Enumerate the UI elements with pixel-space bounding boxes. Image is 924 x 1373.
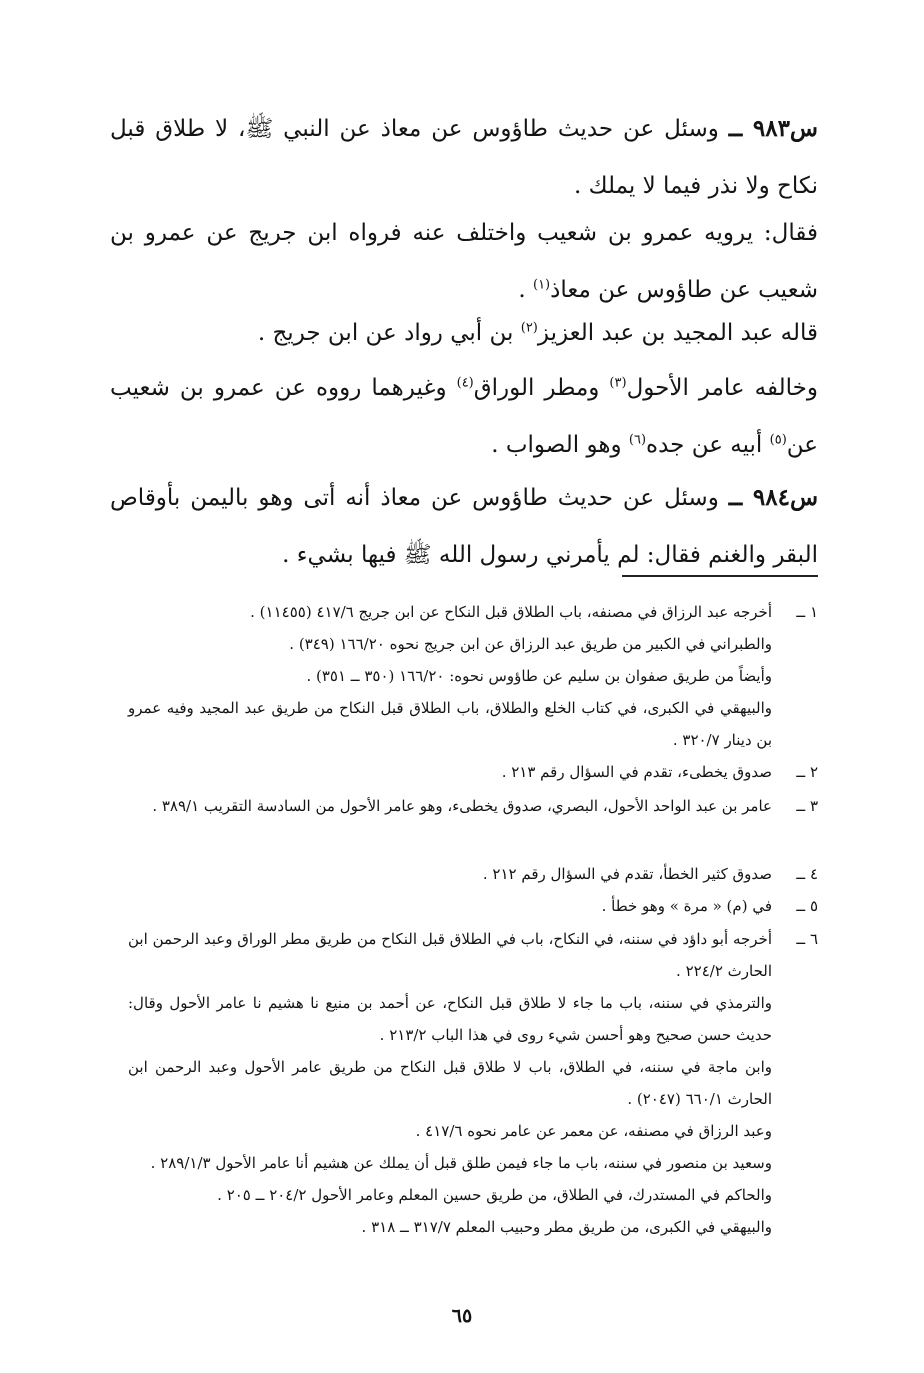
footnote-ref: (٥)	[769, 432, 787, 448]
footnote-2	[128, 756, 818, 788]
narrator-text-b: بن أبي رواد عن ابن جريج .	[257, 320, 521, 346]
text-c: وغيرهما رووه عن عمرو بن شعيب عن	[110, 375, 818, 458]
footnote-line: وابن ماجة في سننه، في الطلاق، باب لا طلاق قبل النكاح من طريق عامر الأحول وعبد الرحمن ابن الحارث ٦٦٠/١ (٢٠٤٧) .	[128, 1058, 772, 1108]
footnote-ref: (٣)	[609, 375, 627, 391]
narrator-paragraph	[110, 305, 818, 362]
footnote-4	[128, 858, 818, 890]
footnote-line: صدوق كثير الخطأ، تقدم في السؤال رقم ٢١٢ .	[482, 865, 772, 883]
footnote-line: وأيضاً من طريق صفوان بن سليم عن طاؤوس نحوه: ١٦٦/٢٠ (٣٥٠ ــ ٣٥١) .	[306, 667, 772, 685]
footnote-line: وعبد الرزاق في مصنفه، عن معمر عن عامر نحوه ٤١٧/٦ .	[415, 1122, 772, 1140]
footnote-ref: (٤)	[456, 375, 474, 391]
page-number: ٦٥	[451, 1305, 473, 1327]
question-text: وسئل عن حديث طاؤوس عن معاذ أنه أتى وهو باليمن بأوقاص البقر والغنم فقال: لم يأمرني رسول الله ﷺ فيها بشيء .	[110, 485, 818, 568]
answer-paragraph	[110, 205, 818, 319]
question-number: س٩٨٤ ــ	[728, 484, 819, 511]
footnote-line: في (م) « مرة » وهو خطأ .	[601, 897, 772, 915]
disagreement-paragraph	[110, 360, 818, 474]
footnote-line: والطبراني في الكبير من طريق عبد الرزاق عن ابن جريج نحوه ١٦٦/٢٠ (٣٤٩) .	[289, 635, 772, 653]
narrator-text-a: قاله عبد المجيد بن عبد العزيز	[537, 320, 818, 346]
footnote-number: ٥ ــ	[796, 897, 818, 915]
footnote-line: والبيهقي في الكبرى، في كتاب الخلع والطلاق، باب الطلاق قبل النكاح من طريق عبد المجيد وفيه عمرو بن دينار ٣٢٠/٧ .	[128, 699, 772, 749]
footnote-line: وسعيد بن منصور في سننه، باب ما جاء فيمن طلق قبل أن يملك عن هشيم أنا عامر الأحول ٢٨٩/١/٣ .	[150, 1154, 772, 1172]
footnote-separator	[622, 575, 818, 577]
footnote-number: ٤ ــ	[796, 865, 818, 883]
answer-text: فقال: يرويه عمرو بن شعيب واختلف عنه فرواه ابن جريج عن عمرو بن شعيب عن طاؤوس عن معاذ	[110, 220, 818, 303]
footnote-1	[128, 596, 818, 756]
text-a: وخالفه عامر الأحول	[626, 375, 818, 401]
text-e: وهو الصواب .	[491, 432, 629, 458]
question-number: س٩٨٣ ــ	[728, 115, 818, 142]
footnote-line: والترمذي في سننه، باب ما جاء لا طلاق قبل النكاح، عن أحمد بن منيع نا هشيم نا عامر الأحول وقال: حديث حسن صحيح وهو أحسن شيء روى في هذا الباب ٢١٣/٢ .	[128, 994, 772, 1044]
text-b: ومطر الوراق	[473, 375, 610, 401]
footnote-ref: (٢)	[520, 320, 538, 336]
footnote-line: صدوق يخطىء، تقدم في السؤال رقم ٢١٣ .	[501, 763, 772, 781]
footnote-line: أخرجه عبد الرزاق في مصنفه، باب الطلاق قبل النكاح عن ابن جريج ٤١٧/٦ (١١٤٥٥) .	[250, 603, 772, 621]
footnote-ref: (١)	[532, 277, 551, 293]
footnote-number: ٢ ــ	[796, 763, 818, 781]
footnote-line: والحاكم في المستدرك، في الطلاق، من طريق حسين المعلم وعامر الأحول ٢٠٤/٢ ــ ٢٠٥ .	[217, 1186, 772, 1204]
footnote-number: ٣ ــ	[796, 797, 818, 815]
question-text: وسئل عن حديث طاؤوس عن معاذ عن النبي ﷺ، لا طلاق قبل نكاح ولا نذر فيما لا يملك .	[110, 116, 818, 199]
footnote-number: ١ ــ	[796, 603, 818, 621]
question-984	[110, 469, 818, 584]
footnote-line: أخرجه أبو داؤد في سننه، في النكاح، باب في الطلاق قبل النكاح من طريق مطر الوراق وعبد الرحمن ابن الحارث ٢٢٤/٢ .	[128, 930, 772, 980]
footnote-line: عامر بن عبد الواحد الأحول، البصري، صدوق يخطىء، وهو عامر الأحول من السادسة التقريب ٣٨٩/١ .	[152, 797, 772, 815]
footnote-3	[128, 790, 818, 822]
footnote-6	[128, 923, 818, 1243]
footnote-number: ٦ ــ	[796, 930, 818, 948]
text-d: أبيه عن جده	[646, 432, 770, 458]
question-983	[110, 100, 818, 215]
footnote-ref: (٦)	[628, 432, 647, 448]
footnote-line: والبيهقي في الكبرى، من طريق مطر وحبيب المعلم ٣١٧/٧ ــ ٣١٨ .	[361, 1218, 772, 1236]
footnote-5	[128, 890, 818, 922]
answer-end: .	[518, 277, 533, 303]
